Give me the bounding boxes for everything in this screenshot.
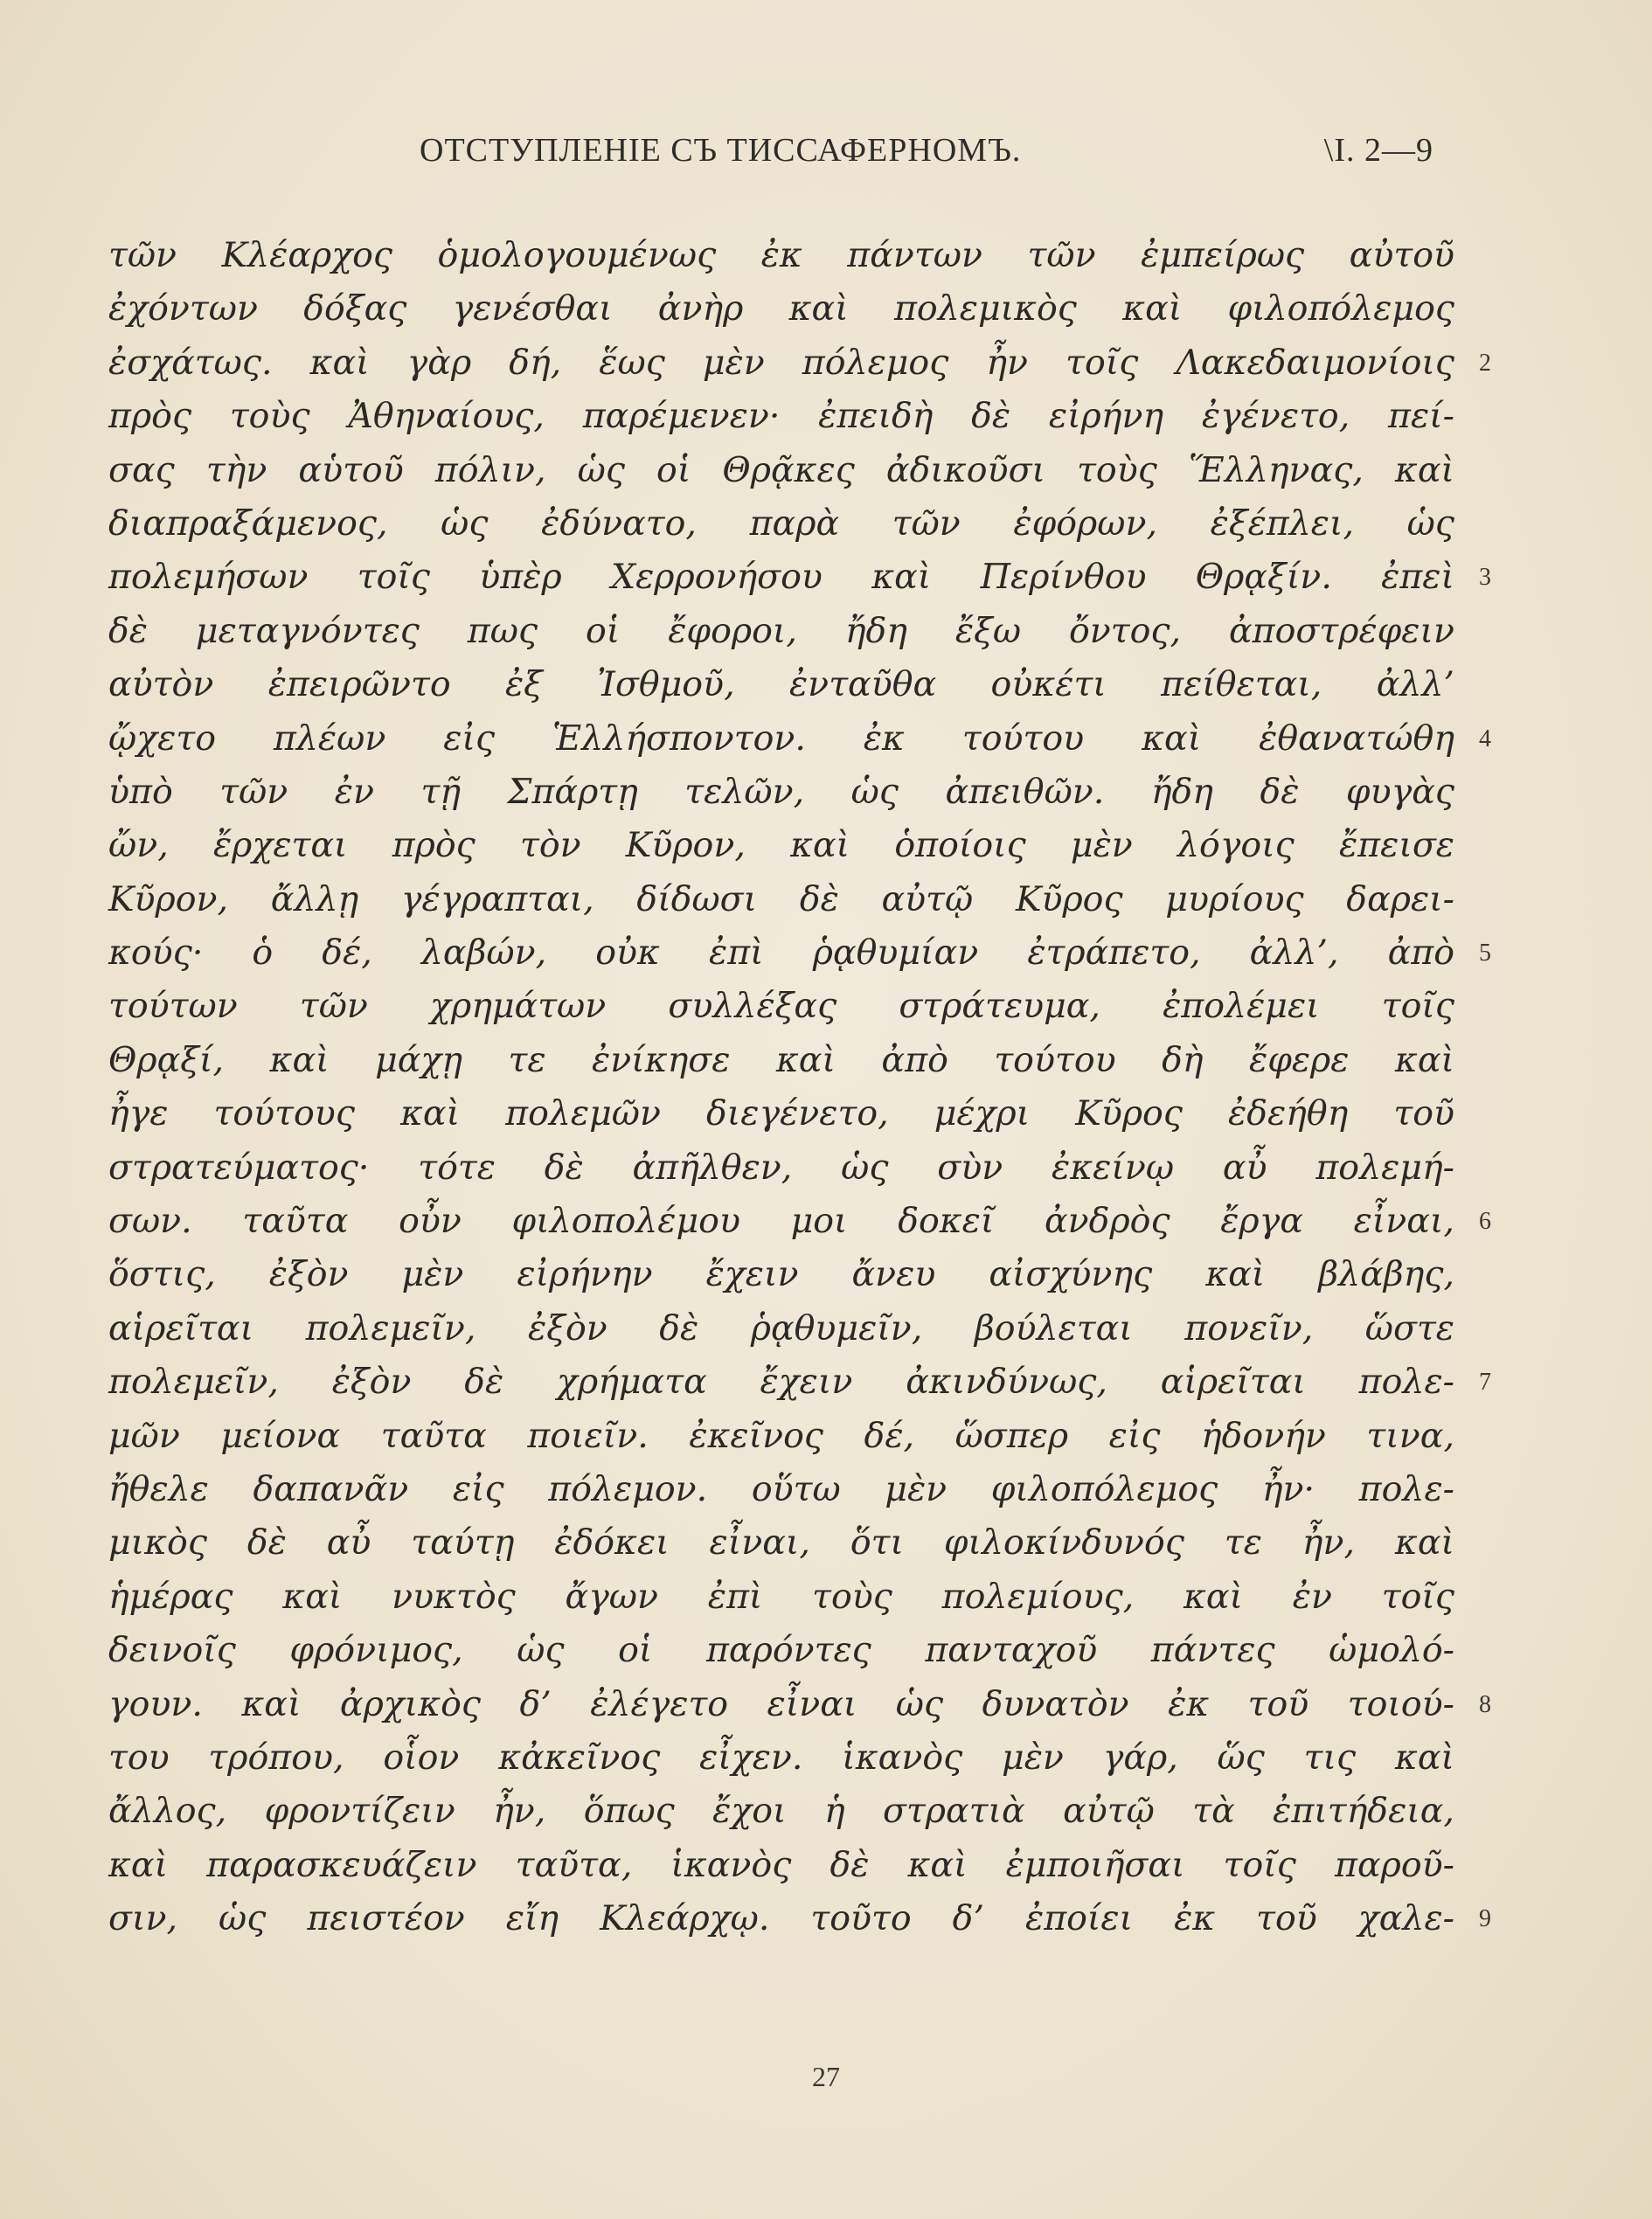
line-text: δὲ μεταγνόντες πως οἱ ἔφοροι, ἤδη ἔξω ὄντος, ἀποστρέφειν: [108, 610, 1454, 651]
body-text: [108, 229, 1491, 1946]
line-text: πρὸς τοὺς Ἀθηναίους, παρέμενεν· ἐπειδὴ δὲ εἰρήνη ἐγένετο, πεί-: [108, 396, 1454, 437]
text-line: [108, 1571, 1454, 1624]
section-number: 3: [1479, 564, 1491, 592]
line-text: σων. ταῦτα οὖν φιλοπολέμου μοι δοκεῖ ἀνδρὸς ἔργα εἶναι,: [108, 1201, 1454, 1242]
section-number: 8: [1479, 1690, 1491, 1718]
line-text: ἤθελε δαπανᾶν εἰς πόλεμον. οὕτω μὲν φιλοπόλεμος ἦν· πολε-: [108, 1468, 1454, 1509]
text-line: [108, 390, 1454, 443]
text-line: [108, 1731, 1454, 1785]
running-title: ОТСТУПЛЕНІЕ СЪ ТИССАФЕРНОМЪ.: [420, 132, 1022, 169]
text-line: [108, 1356, 1491, 1409]
line-text: αὐτὸν ἐπειρῶντο ἐξ Ἰσθμοῦ, ἐνταῦθα οὐκέτι πείθεται, ἀλλ’: [108, 664, 1454, 705]
line-text: δεινοῖς φρόνιμος, ὡς οἱ παρόντες πανταχοῦ πάντες ὡμολό-: [108, 1630, 1454, 1671]
text-line: [108, 926, 1491, 980]
line-text: ἡμέρας καὶ νυκτὸς ἄγων ἐπὶ τοὺς πολεμίους, καὶ ἐν τοῖς: [108, 1576, 1454, 1617]
text-line: [108, 1034, 1454, 1087]
line-text: κούς· ὁ δέ, λαβών, οὐκ ἐπὶ ῥᾳθυμίαν ἐτράπετο, ἀλλ’, ἀπὸ: [108, 933, 1454, 974]
text-line: [108, 229, 1454, 282]
text-line: [108, 1624, 1454, 1677]
line-text: Κῦρον, ἄλλῃ γέγραπται, δίδωσι δὲ αὐτῷ Κῦρος μυρίους δαρει-: [108, 878, 1454, 919]
line-text: μικὸς δὲ αὖ ταύτῃ ἐδόκει εἶναι, ὅτι φιλοκίνδυνός τε ἦν, καὶ: [108, 1522, 1454, 1564]
line-text: πολεμήσων τοῖς ὑπὲρ Χερρονήσου καὶ Περίνθου Θρᾳξίν. ἐπεὶ: [108, 557, 1454, 598]
line-text: ὤν, ἔρχεται πρὸς τὸν Κῦρον, καὶ ὁποίοις μὲν λόγοις ἔπεισε: [108, 825, 1454, 866]
line-text: ὅστις, ἐξὸν μὲν εἰρήνην ἔχειν ἄνευ αἰσχύνης καὶ βλάβης,: [108, 1254, 1454, 1295]
line-text: τούτων τῶν χρημάτων συλλέξας στράτευμα, ἐπολέμει τοῖς: [108, 986, 1454, 1027]
section-number: 4: [1479, 725, 1491, 752]
section-number: 5: [1479, 940, 1491, 967]
line-text: πολεμεῖν, ἐξὸν δὲ χρήματα ἔχειν ἀκινδύνως, αἱρεῖται πολε-: [108, 1362, 1454, 1403]
line-text: ἐχόντων δόξας γενέσθαι ἀνὴρ καὶ πολεμικὸς καὶ φιλοπόλεμος: [108, 288, 1454, 329]
line-text: ἐσχάτως. καὶ γὰρ δή, ἕως μὲν πόλεμος ἦν τοῖς Λακεδαιμονίοις: [108, 342, 1454, 383]
running-header: [420, 131, 1433, 184]
text-line: [108, 444, 1454, 497]
text-line: [108, 1839, 1454, 1892]
line-text: ἄλλος, φροντίζειν ἦν, ὅπως ἔχοι ἡ στρατιὰ αὐτῷ τὰ ἐπιτήδεια,: [108, 1791, 1454, 1832]
text-line: [108, 551, 1491, 604]
chapter-reference: \I. 2—9: [1323, 132, 1433, 169]
line-text: ἦγε τούτους καὶ πολεμῶν διεγένετο, μέχρι Κῦρος ἐδεήθη τοῦ: [108, 1093, 1454, 1134]
line-text: ὑπὸ τῶν ἐν τῇ Σπάρτῃ τελῶν, ὡς ἀπειθῶν. ἤδη δὲ φυγὰς: [108, 771, 1454, 812]
line-text: καὶ παρασκευάζειν ταῦτα, ἱκανὸς δὲ καὶ ἐμποιῆσαι τοῖς παροῦ-: [108, 1844, 1454, 1885]
page-number: 27: [812, 2061, 840, 2092]
text-line: [108, 766, 1454, 819]
text-line: [108, 712, 1491, 766]
text-line: [108, 1410, 1454, 1463]
text-line: [108, 873, 1454, 926]
text-line: [108, 1302, 1454, 1356]
line-text: του τρόπου, οἷον κἀκεῖνος εἶχεν. ἱκανὸς μὲν γάρ, ὥς τις καὶ: [108, 1737, 1454, 1778]
line-text: σας τὴν αὑτοῦ πόλιν, ὡς οἱ Θρᾷκες ἀδικοῦσι τοὺς Ἕλληνας, καὶ: [108, 449, 1454, 490]
text-line: [108, 1463, 1454, 1516]
section-number: 6: [1479, 1208, 1491, 1236]
line-text: στρατεύματος· τότε δὲ ἀπῆλθεν, ὡς σὺν ἐκείνῳ αὖ πολεμή-: [108, 1147, 1454, 1188]
line-text: μῶν μείονα ταῦτα ποιεῖν. ἐκεῖνος δέ, ὥσπερ εἰς ἡδονήν τινα,: [108, 1415, 1454, 1456]
section-number: 9: [1479, 1905, 1491, 1933]
text-line: [108, 1141, 1454, 1195]
text-line: [108, 605, 1454, 658]
text-line: [108, 1248, 1454, 1301]
line-text: σιν, ὡς πειστέον εἴη Κλεάρχῳ. τοῦτο δ’ ἐποίει ἐκ τοῦ χαλε-: [108, 1898, 1454, 1939]
section-number: 2: [1479, 349, 1491, 377]
line-text: διαπραξάμενος, ὡς ἐδύνατο, παρὰ τῶν ἐφόρων, ἐξέπλει, ὡς: [108, 503, 1454, 544]
line-text: Θρᾳξί, καὶ μάχῃ τε ἐνίκησε καὶ ἀπὸ τούτου δὴ ἔφερε καὶ: [108, 1039, 1454, 1080]
text-line: [108, 1516, 1454, 1570]
text-line: [108, 819, 1454, 872]
text-line: [108, 658, 1454, 711]
text-line: [108, 336, 1491, 390]
line-text: γουν. καὶ ἀρχικὸς δ’ ἐλέγετο εἶναι ὡς δυνατὸν ἐκ τοῦ τοιού-: [108, 1683, 1454, 1724]
text-line: [108, 497, 1454, 551]
section-number: 7: [1479, 1369, 1491, 1397]
text-line: [108, 1087, 1454, 1141]
text-line: [108, 1678, 1491, 1731]
line-text: τῶν Κλέαρχος ὁμολογουμένως ἐκ πάντων τῶν ἐμπείρως αὐτοῦ: [108, 235, 1454, 275]
text-line: [108, 1195, 1491, 1248]
text-line: [108, 1785, 1454, 1838]
line-text: αἱρεῖται πολεμεῖν, ἐξὸν δὲ ῥᾳθυμεῖν, βούλεται πονεῖν, ὥστε: [108, 1307, 1454, 1349]
text-line: [108, 980, 1454, 1033]
text-line: [108, 282, 1454, 336]
line-text: ᾤχετο πλέων εἰς Ἑλλήσποντον. ἐκ τούτου καὶ ἐθανατώθη: [108, 718, 1454, 759]
text-line: [108, 1892, 1491, 1945]
